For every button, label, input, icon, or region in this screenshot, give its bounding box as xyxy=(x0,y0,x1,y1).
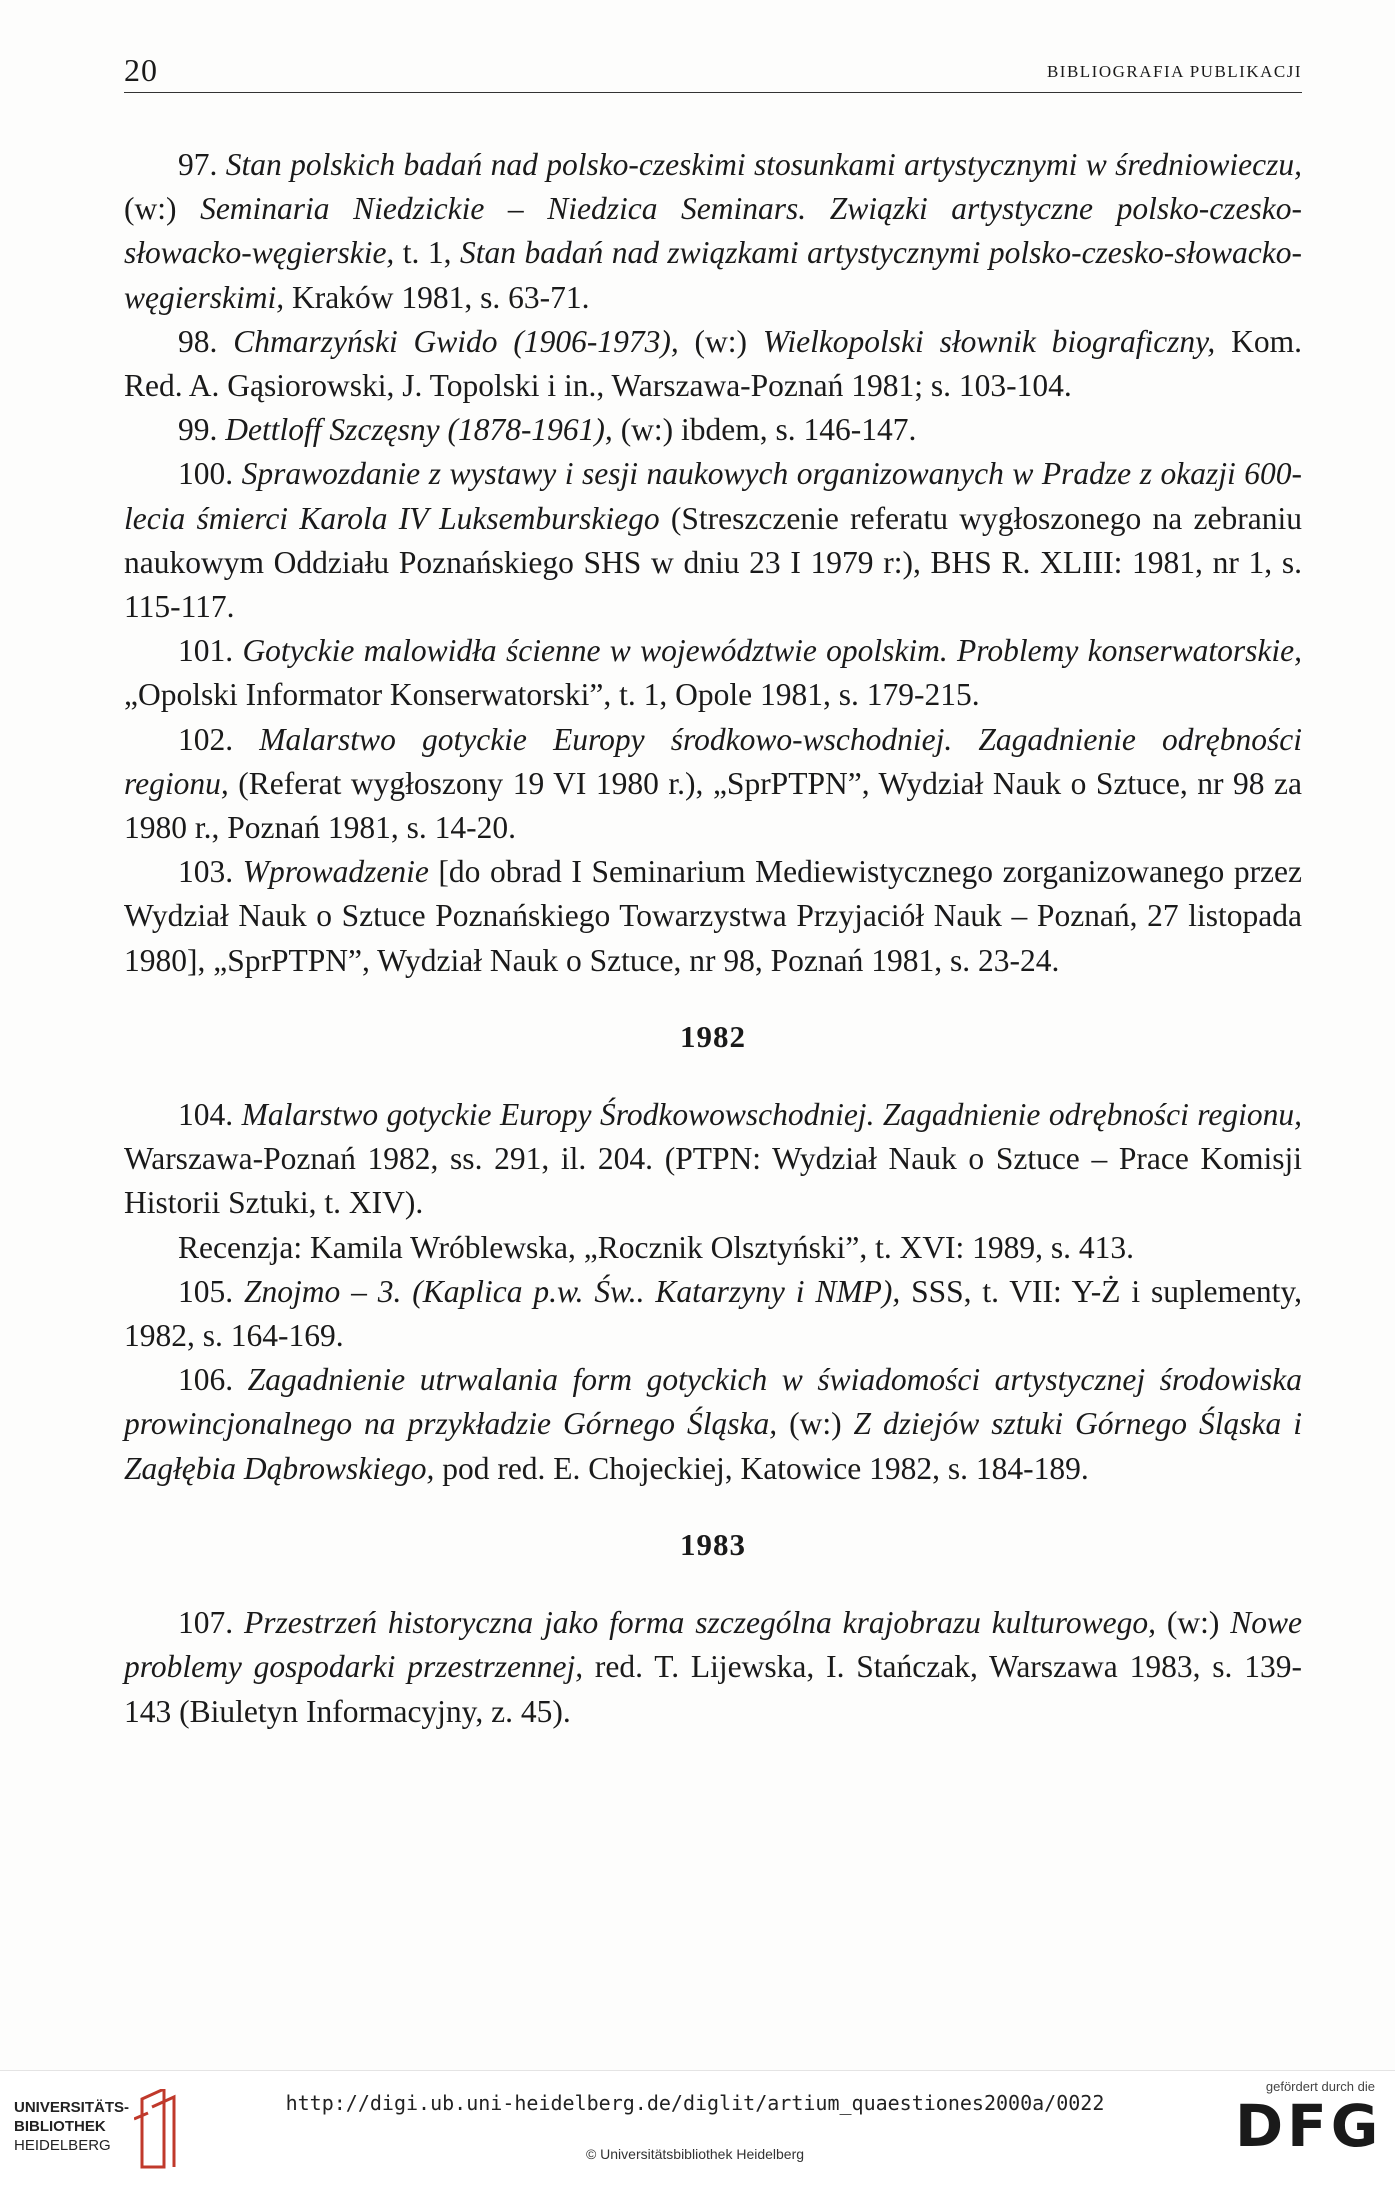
year-heading-1983: 1983 xyxy=(680,1526,746,1562)
bibliography-body xyxy=(124,143,1302,1734)
entry-details: (w:) xyxy=(124,191,201,227)
entry-details: [do obrad I Seminarium Mediewistycznego zorganizowanego przez Wydział Nauk o Sztuce Poznańskiego Towarzystwa Przyjaciół Nauk – Poznań, 27 listopada 1980], „SprPTPN”, Wydział Nauk o Sztuce, nr 98, Poznań 1981, s. 23-24. xyxy=(124,854,1302,978)
dfg-caption: gefördert durch die xyxy=(1265,2079,1375,2094)
entry-details: t. 1, xyxy=(394,235,460,271)
entry-number: 97. xyxy=(178,147,218,182)
entry-details: Kom. Red. A. Gąsiorowski, J. Topolski i in., Warszawa-Poznań 1981; s. 103-104. xyxy=(124,323,1303,404)
entry-title: Wprowadzenie xyxy=(242,854,429,890)
bibliography-entry xyxy=(124,1226,1302,1270)
entry-details: SSS, t. VII: Y-Ż i suplementy, 1982, s. 164-169. xyxy=(124,1273,1303,1354)
entries-1982-section xyxy=(124,1093,1302,1491)
bibliography-entry xyxy=(124,143,1302,320)
entry-details: pod red. E. Chojeckiej, Katowice 1982, s. 184-189. xyxy=(434,1450,1089,1486)
entry-title: Gotyckie malowidła ścienne w województwie opolskim. Problemy konserwatorskie, xyxy=(242,633,1303,669)
bibliography-entry xyxy=(124,629,1302,717)
entry-details: (w:) ibdem, s. 146-147. xyxy=(612,412,917,448)
entry-number: 102. xyxy=(178,721,234,757)
page-number: 20 xyxy=(124,52,158,88)
entry-number: 103. xyxy=(178,854,234,890)
year-heading-1982: 1982 xyxy=(680,1018,746,1054)
copyright-notice: © Universitätsbibliothek Heidelberg xyxy=(585,2146,805,2162)
entry-number: 106. xyxy=(178,1362,234,1398)
entry-details: (w:) xyxy=(678,323,763,359)
entry-number: 101. xyxy=(178,633,234,669)
bibliography-entry xyxy=(124,408,1302,452)
bibliography-entry xyxy=(124,1093,1302,1226)
library-emblem-icon xyxy=(134,2089,189,2169)
entry-title: Znojmo – 3. (Kaplica p.w. Św.. Katarzyny i NMP), xyxy=(244,1273,901,1309)
permalink-url[interactable]: http://digi.ub.uni-heidelberg.de/diglit/artium_quaestiones2000a/0022 xyxy=(285,2091,1105,2115)
bibliography-entry xyxy=(124,718,1302,851)
entry-details: (w:) xyxy=(777,1406,854,1442)
entry-number: 107. xyxy=(178,1605,234,1641)
entry-title: Malarstwo gotyckie Europy Środkowowschodniej. Zagadnienie odrębności regionu, xyxy=(241,1097,1302,1133)
entry-details: (w:) xyxy=(1156,1605,1231,1641)
entry-title: Zagadnienie utrwalania form gotyckich w świadomości artystycznej środowiska prowincjonalnego na przykładzie Górnego Śląska, xyxy=(124,1362,1302,1442)
digitization-footer xyxy=(0,2070,1395,2186)
entry-title: Dettloff Szczęsny (1878-1961), xyxy=(225,412,613,448)
entry-number: 104. xyxy=(178,1097,234,1133)
entries-1983-section xyxy=(124,1601,1302,1734)
dfg-logo[interactable] xyxy=(1235,2079,1383,2179)
entry-number: 98. xyxy=(178,323,218,359)
entry-source-title: Z dziejów sztuki Górnego Śląska i Zagłębia Dąbrowskiego, xyxy=(124,1406,1302,1486)
library-name-line-2: BIBLIOTHEK xyxy=(14,2118,106,2135)
entry-title: Sprawozdanie z wystawy i sesji naukowych organizowanych w Pradze z okazji 600-lecia śmierci Karola IV Luksemburskiego xyxy=(124,456,1302,536)
entry-details: „Opolski Informator Konserwatorski”, t. 1, Opole 1981, s. 179-215. xyxy=(124,677,980,713)
library-name-line-1: UNIVERSITÄTS- xyxy=(14,2099,130,2116)
entry-number: 99. xyxy=(178,412,218,448)
entries-1981-section xyxy=(124,143,1302,983)
entry-title: Chmarzyński Gwido (1906-1973), xyxy=(233,323,679,359)
bibliography-entry xyxy=(124,1270,1302,1358)
bibliography-entry xyxy=(124,850,1302,983)
entry-number: Recenzja: xyxy=(178,1229,303,1265)
entry-title: Stan polskich badań nad polsko-czeskimi stosunkami artystycznymi w średniowieczu, xyxy=(225,147,1303,182)
entry-number: 105. xyxy=(178,1273,234,1309)
bibliography-entry xyxy=(124,1601,1302,1734)
entry-number: 100. xyxy=(178,456,234,492)
dfg-wordmark: DFG xyxy=(1235,2092,1383,2160)
library-logo[interactable] xyxy=(14,2089,189,2169)
entry-title: Malarstwo gotyckie Europy środkowo-wschodniej. Zagadnienie odrębności regionu, xyxy=(124,721,1303,801)
bibliography-entry xyxy=(124,452,1302,629)
entry-source-title: Nowe problemy gospodarki przestrzennej, xyxy=(124,1605,1303,1685)
entry-subtitle: Stan badań nad związkami artystycznymi polsko-czesko-słowacko-węgierskimi, xyxy=(124,235,1302,315)
entry-details: red. T. Lijewska, I. Stańczak, Warszawa 1983, s. 139-143 (Biuletyn Informacyjny, z. 45). xyxy=(124,1649,1302,1729)
page-header xyxy=(124,52,1302,93)
bibliography-entry xyxy=(124,320,1302,408)
entry-details: (Referat wygłoszony 19 VI 1980 r.), „SprPTPN”, Wydział Nauk o Sztuce, nr 98 za 1980 r., Poznań 1981, s. 14-20. xyxy=(124,765,1302,846)
entry-details: (Streszczenie referatu wygłoszonego na zebraniu naukowym Oddziału Poznańskiego SHS w dniu 23 I 1979 r:), BHS R. XLIII: 1981, nr 1, s. 115-117. xyxy=(124,500,1302,625)
bibliography-entry xyxy=(124,1358,1302,1491)
running-head: BIBLIOGRAFIA PUBLIKACJI xyxy=(1046,62,1302,81)
library-name-line-3: HEIDELBERG xyxy=(14,2137,111,2154)
entry-details: Kamila Wróblewska, „Rocznik Olsztyński”, t. XVI: 1989, s. 413. xyxy=(310,1229,1135,1265)
entry-source-title: Wielkopolski słownik biograficzny, xyxy=(762,323,1216,359)
entry-details: Warszawa-Poznań 1982, ss. 291, il. 204. (PTPN: Wydział Nauk o Sztuce – Prace Komisji Historii Sztuki, t. XIV). xyxy=(124,1141,1302,1221)
entry-source-title: Seminaria Niedzickie – Niedzica Seminars. Związki artystyczne polsko-czesko-słowacko-węgierskie, xyxy=(124,191,1302,271)
entry-details: Kraków 1981, s. 63-71. xyxy=(284,279,590,315)
entry-title: Przestrzeń historyczna jako forma szczególna krajobrazu kulturowego, xyxy=(244,1605,1156,1641)
